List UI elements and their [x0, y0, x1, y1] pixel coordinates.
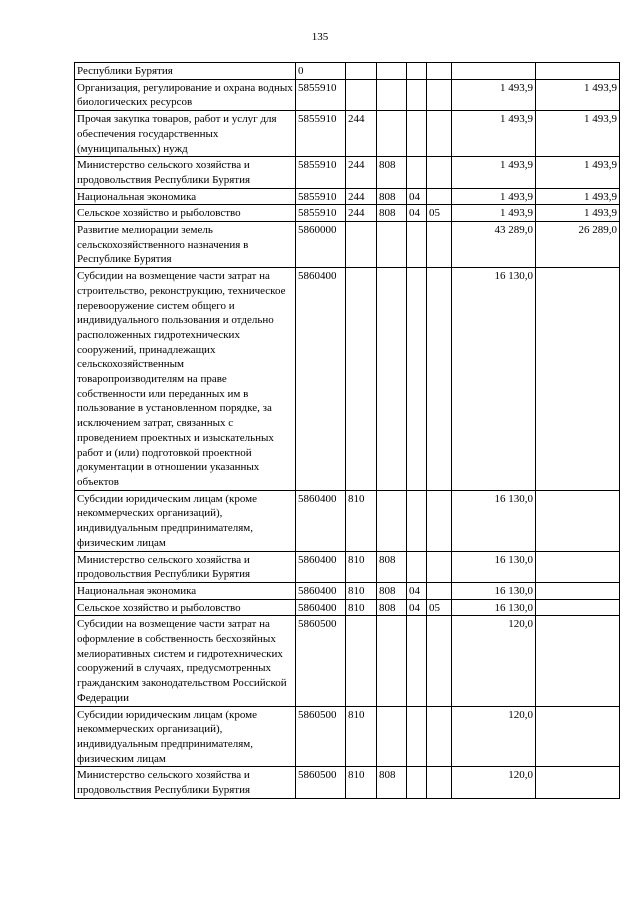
ministry-code-cell: [377, 63, 407, 80]
amount-2-cell: [536, 706, 620, 767]
target-code-cell: 5860500: [296, 767, 346, 798]
amount-1-cell: 16 130,0: [452, 490, 536, 551]
item-name-cell: Министерство сельского хозяйства и продовольствия Республики Бурятия: [75, 551, 296, 582]
amount-2-cell: [536, 63, 620, 80]
amount-2-cell: 1 493,9: [536, 157, 620, 188]
budget-table: [74, 62, 620, 799]
table-row: [75, 490, 620, 551]
subsection-code-cell: [427, 63, 452, 80]
amount-2-cell: 1 493,9: [536, 79, 620, 110]
item-name-cell: Прочая закупка товаров, работ и услуг для обеспечения государственных (муниципальных) нужд: [75, 111, 296, 157]
table-row: [75, 582, 620, 599]
amount-2-cell: [536, 767, 620, 798]
subsection-code-cell: [427, 188, 452, 205]
target-code-cell: 5855910: [296, 79, 346, 110]
table-row: [75, 268, 620, 491]
table-row: [75, 551, 620, 582]
amount-2-cell: [536, 616, 620, 706]
amount-2-cell: [536, 599, 620, 616]
item-name-cell: Субсидии юридическим лицам (кроме некоммерческих организаций), индивидуальным предпринимателям, физическим лицам: [75, 706, 296, 767]
section-code-cell: [407, 111, 427, 157]
amount-2-cell: [536, 268, 620, 491]
section-code-cell: [407, 79, 427, 110]
amount-1-cell: 16 130,0: [452, 268, 536, 491]
item-name-cell: Субсидии юридическим лицам (кроме некоммерческих организаций), индивидуальным предпринимателям, физическим лицам: [75, 490, 296, 551]
section-code-cell: [407, 767, 427, 798]
amount-1-cell: 120,0: [452, 616, 536, 706]
subsection-code-cell: [427, 111, 452, 157]
item-name-cell: Национальная экономика: [75, 582, 296, 599]
section-code-cell: [407, 706, 427, 767]
amount-1-cell: 1 493,9: [452, 157, 536, 188]
expense-type-cell: [346, 79, 377, 110]
target-code-cell: 5860400: [296, 490, 346, 551]
table-row: [75, 767, 620, 798]
expense-type-cell: 810: [346, 767, 377, 798]
amount-1-cell: 1 493,9: [452, 188, 536, 205]
ministry-code-cell: [377, 111, 407, 157]
ministry-code-cell: 808: [377, 551, 407, 582]
expense-type-cell: 810: [346, 551, 377, 582]
ministry-code-cell: 808: [377, 599, 407, 616]
target-code-cell: 5860000: [296, 222, 346, 268]
item-name-cell: Министерство сельского хозяйства и продовольствия Республики Бурятия: [75, 157, 296, 188]
target-code-cell: 0: [296, 63, 346, 80]
amount-1-cell: 16 130,0: [452, 599, 536, 616]
table-row: [75, 205, 620, 222]
table-row: [75, 63, 620, 80]
section-code-cell: [407, 157, 427, 188]
amount-2-cell: [536, 582, 620, 599]
ministry-code-cell: [377, 706, 407, 767]
amount-1-cell: [452, 63, 536, 80]
amount-2-cell: 1 493,9: [536, 205, 620, 222]
page-number: 135: [311, 31, 329, 43]
expense-type-cell: 810: [346, 582, 377, 599]
amount-2-cell: 1 493,9: [536, 188, 620, 205]
amount-1-cell: 16 130,0: [452, 582, 536, 599]
ministry-code-cell: 808: [377, 188, 407, 205]
table-row: [75, 157, 620, 188]
item-name-cell: Сельское хозяйство и рыболовство: [75, 205, 296, 222]
ministry-code-cell: 808: [377, 582, 407, 599]
section-code-cell: [407, 268, 427, 491]
table-row: [75, 188, 620, 205]
section-code-cell: [407, 616, 427, 706]
item-name-cell: Организация, регулирование и охрана водных биологических ресурсов: [75, 79, 296, 110]
subsection-code-cell: 05: [427, 599, 452, 616]
section-code-cell: 04: [407, 599, 427, 616]
amount-2-cell: [536, 551, 620, 582]
subsection-code-cell: [427, 268, 452, 491]
ministry-code-cell: 808: [377, 205, 407, 222]
section-code-cell: [407, 490, 427, 551]
subsection-code-cell: [427, 582, 452, 599]
subsection-code-cell: [427, 490, 452, 551]
table-row: [75, 79, 620, 110]
amount-2-cell: 26 289,0: [536, 222, 620, 268]
section-code-cell: 04: [407, 582, 427, 599]
item-name-cell: Министерство сельского хозяйства и продовольствия Республики Бурятия: [75, 767, 296, 798]
amount-1-cell: 1 493,9: [452, 111, 536, 157]
item-name-cell: Развитие мелиорации земель сельскохозяйственного назначения в Республике Бурятия: [75, 222, 296, 268]
item-name-cell: Республики Бурятия: [75, 63, 296, 80]
amount-2-cell: 1 493,9: [536, 111, 620, 157]
target-code-cell: 5855910: [296, 188, 346, 205]
expense-type-cell: 244: [346, 205, 377, 222]
ministry-code-cell: [377, 616, 407, 706]
target-code-cell: 5860400: [296, 551, 346, 582]
section-code-cell: [407, 222, 427, 268]
expense-type-cell: [346, 616, 377, 706]
item-name-cell: Субсидии на возмещение части затрат на оформление в собственность бесхозяйных мелиоративных систем и гидротехнических сооружений в случаях, предусмотренных гражданским законодательством Российской Федерации: [75, 616, 296, 706]
expense-type-cell: [346, 268, 377, 491]
item-name-cell: Субсидии на возмещение части затрат на строительство, реконструкцию, техническое перевооружение систем общего и индивидуального пользования и отдельно расположенных гидротехнических сооружений, принадлежащих сельскохозяйственным товаропроизводителям на праве собственности или переданных им в пользование в установленном порядке, за исключением затрат, связанных с проведением проектных и изыскательных работ и (или) подготовкой проектной документации в отношении указанных объектов: [75, 268, 296, 491]
amount-1-cell: 1 493,9: [452, 79, 536, 110]
item-name-cell: Национальная экономика: [75, 188, 296, 205]
item-name-cell: Сельское хозяйство и рыболовство: [75, 599, 296, 616]
subsection-code-cell: [427, 706, 452, 767]
table-row: [75, 111, 620, 157]
target-code-cell: 5855910: [296, 157, 346, 188]
expense-type-cell: 244: [346, 188, 377, 205]
expense-type-cell: 810: [346, 599, 377, 616]
section-code-cell: [407, 551, 427, 582]
subsection-code-cell: [427, 79, 452, 110]
expense-type-cell: 810: [346, 490, 377, 551]
subsection-code-cell: [427, 222, 452, 268]
amount-1-cell: 120,0: [452, 767, 536, 798]
table-row: [75, 599, 620, 616]
ministry-code-cell: [377, 222, 407, 268]
amount-1-cell: 1 493,9: [452, 205, 536, 222]
amount-2-cell: [536, 490, 620, 551]
expense-type-cell: [346, 63, 377, 80]
amount-1-cell: 16 130,0: [452, 551, 536, 582]
ministry-code-cell: [377, 79, 407, 110]
target-code-cell: 5855910: [296, 111, 346, 157]
target-code-cell: 5855910: [296, 205, 346, 222]
amount-1-cell: 43 289,0: [452, 222, 536, 268]
section-code-cell: [407, 63, 427, 80]
ministry-code-cell: 808: [377, 767, 407, 798]
section-code-cell: 04: [407, 188, 427, 205]
target-code-cell: 5860400: [296, 582, 346, 599]
target-code-cell: 5860400: [296, 599, 346, 616]
target-code-cell: 5860400: [296, 268, 346, 491]
subsection-code-cell: 05: [427, 205, 452, 222]
expense-type-cell: 244: [346, 157, 377, 188]
ministry-code-cell: 808: [377, 157, 407, 188]
amount-1-cell: 120,0: [452, 706, 536, 767]
expense-type-cell: [346, 222, 377, 268]
subsection-code-cell: [427, 157, 452, 188]
table-row: [75, 222, 620, 268]
section-code-cell: 04: [407, 205, 427, 222]
expense-type-cell: 244: [346, 111, 377, 157]
ministry-code-cell: [377, 490, 407, 551]
target-code-cell: 5860500: [296, 706, 346, 767]
subsection-code-cell: [427, 767, 452, 798]
subsection-code-cell: [427, 616, 452, 706]
ministry-code-cell: [377, 268, 407, 491]
table-row: [75, 616, 620, 706]
table-row: [75, 706, 620, 767]
target-code-cell: 5860500: [296, 616, 346, 706]
subsection-code-cell: [427, 551, 452, 582]
expense-type-cell: 810: [346, 706, 377, 767]
